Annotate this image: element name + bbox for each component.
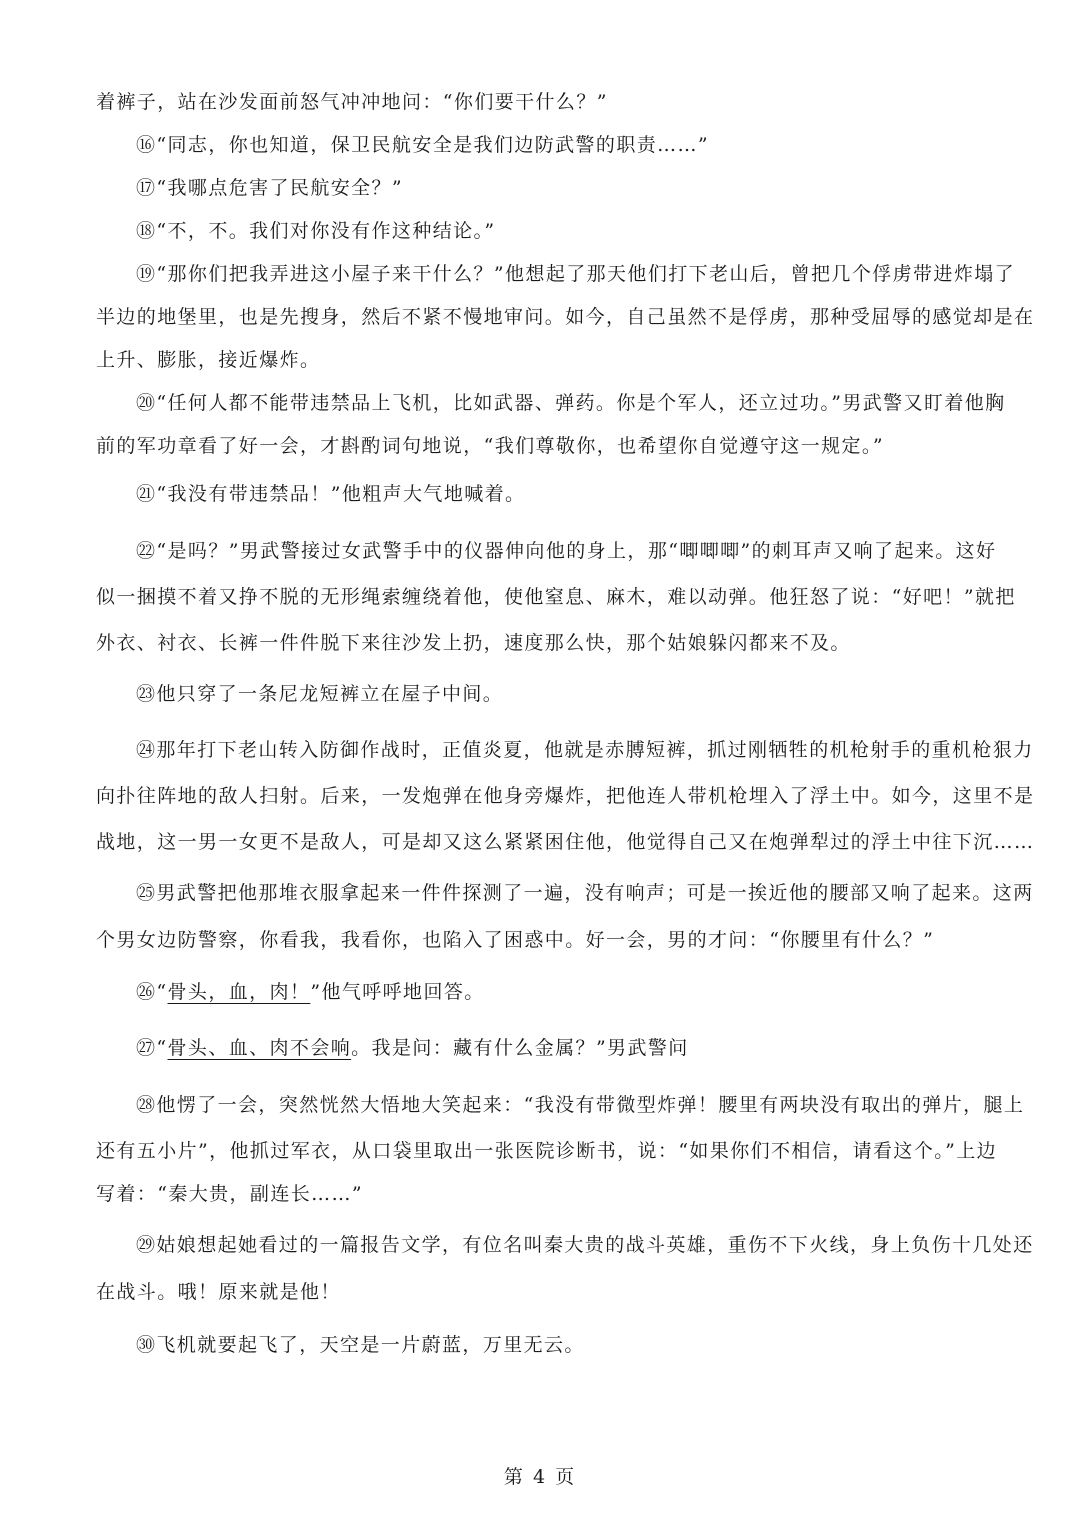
text-line: 在战斗。哦！原来就是他！ <box>96 1281 341 1303</box>
paragraph-17: ⑰“我哪点危害了民航安全？” <box>136 177 404 199</box>
paragraph-19: ⑲“那你们把我弄进这小屋子来干什么？”他想起了那天他们打下老山后，曾把几个俘虏带进炸塌了 <box>136 263 1016 285</box>
page-number: 第 4 页 <box>503 1466 577 1488</box>
open-quote: “ <box>156 981 168 1003</box>
text-line: 上升、膨胀，接近爆炸。 <box>96 349 321 371</box>
text-line: 前的军功章看了好一会，才斟酌词句地说，“我们尊敬你，也希望你自觉遵守这一规定。” <box>96 435 884 457</box>
text-line: 战地，这一男一女更不是敌人，可是却又这么紧紧困住他，他觉得自己又在炮弹犁过的浮土中往下沉…… <box>96 831 1035 853</box>
paragraph-30: ㉚飞机就要起飞了，天空是一片蔚蓝，万里无云。 <box>136 1334 585 1356</box>
underlined-text: 骨头、血、肉不会响 <box>167 1037 352 1059</box>
text-line: 写着：“秦大贵，副连长……” <box>96 1183 364 1205</box>
paragraph-23: ㉓他只穿了一条尼龙短裤立在屋子中间。 <box>136 683 504 705</box>
text-line: 个男女边防警察，你看我，我看你，也陷入了困惑中。好一会，男的才问：“你腰里有什么？” <box>96 929 935 951</box>
paragraph-25: ㉕男武警把他那堆衣服拿起来一件件探测了一遍，没有响声；可是一挨近他的腰部又响了起来。这两 <box>136 882 1034 904</box>
paragraph-21: ㉑“我没有带违禁品！”他粗声大气地喊着。 <box>136 483 526 505</box>
paragraph-number: ㉖ <box>136 981 157 1003</box>
paragraph-24: ㉔那年打下老山转入防御作战时，正值炎夏，他就是赤膊短裤，抓过刚牺牲的机枪射手的重机枪狠力 <box>136 739 1034 761</box>
paragraph-28: ㉘他愣了一会，突然恍然大悟地大笑起来：“我没有带微型炸弹！腰里有两块没有取出的弹片，腿上 <box>136 1094 1025 1116</box>
paragraph-rest: ”他气呼呼地回答。 <box>310 981 485 1003</box>
text-line: 半边的地堡里，也是先搜身，然后不紧不慢地审问。如今，自己虽然不是俘虏，那种受屈辱的感觉却是在 <box>96 306 1035 328</box>
text-line: 还有五小片”，他抓过军衣，从口袋里取出一张医院诊断书，说：“如果你们不相信，请看这个。”上边 <box>96 1140 998 1162</box>
text-line: 向扑往阵地的敌人扫射。后来，一发炮弹在他身旁爆炸，把他连人带机枪埋入了浮土中。如今，这里不是 <box>96 785 1035 807</box>
paragraph-26 <box>136 980 485 1004</box>
paragraph-number: ㉗ <box>136 1037 157 1059</box>
paragraph-29: ㉙姑娘想起她看过的一篇报告文学，有位名叫秦大贵的战斗英雄，重伤不下火线，身上负伤十几处还 <box>136 1234 1034 1256</box>
paragraph-22: ㉒“是吗？”男武警接过女武警手中的仪器伸向他的身上，那“唧唧唧”的刺耳声又响了起来。这好 <box>136 540 997 562</box>
text-line: 外衣、衬衣、长裤一件件脱下来往沙发上扔，速度那么快，那个姑娘躲闪都来不及。 <box>96 632 851 654</box>
text-line: 着裤子，站在沙发面前怒气冲冲地问：“你们要干什么？” <box>96 91 608 113</box>
paragraph-27 <box>136 1036 689 1060</box>
paragraph-20: ⑳“任何人都不能带违禁品上飞机，比如武器、弹药。你是个军人，还立过功。”男武警又盯着他胸 <box>136 392 1006 414</box>
open-quote: “ <box>156 1037 168 1059</box>
paragraph-16: ⑯“同志，你也知道，保卫民航安全是我们边防武警的职责……” <box>136 134 710 156</box>
paragraph-18: ⑱“不，不。我们对你没有作这种结论。” <box>136 220 496 242</box>
underlined-text: 骨头，血，肉！ <box>167 981 311 1003</box>
paragraph-rest: 。我是问：藏有什么金属？”男武警问 <box>351 1037 689 1059</box>
text-line: 似一捆摸不着又挣不脱的无形绳索缠绕着他，使他窒息、麻木，难以动弹。他狂怒了说：“好吧！”就把 <box>96 586 1016 608</box>
